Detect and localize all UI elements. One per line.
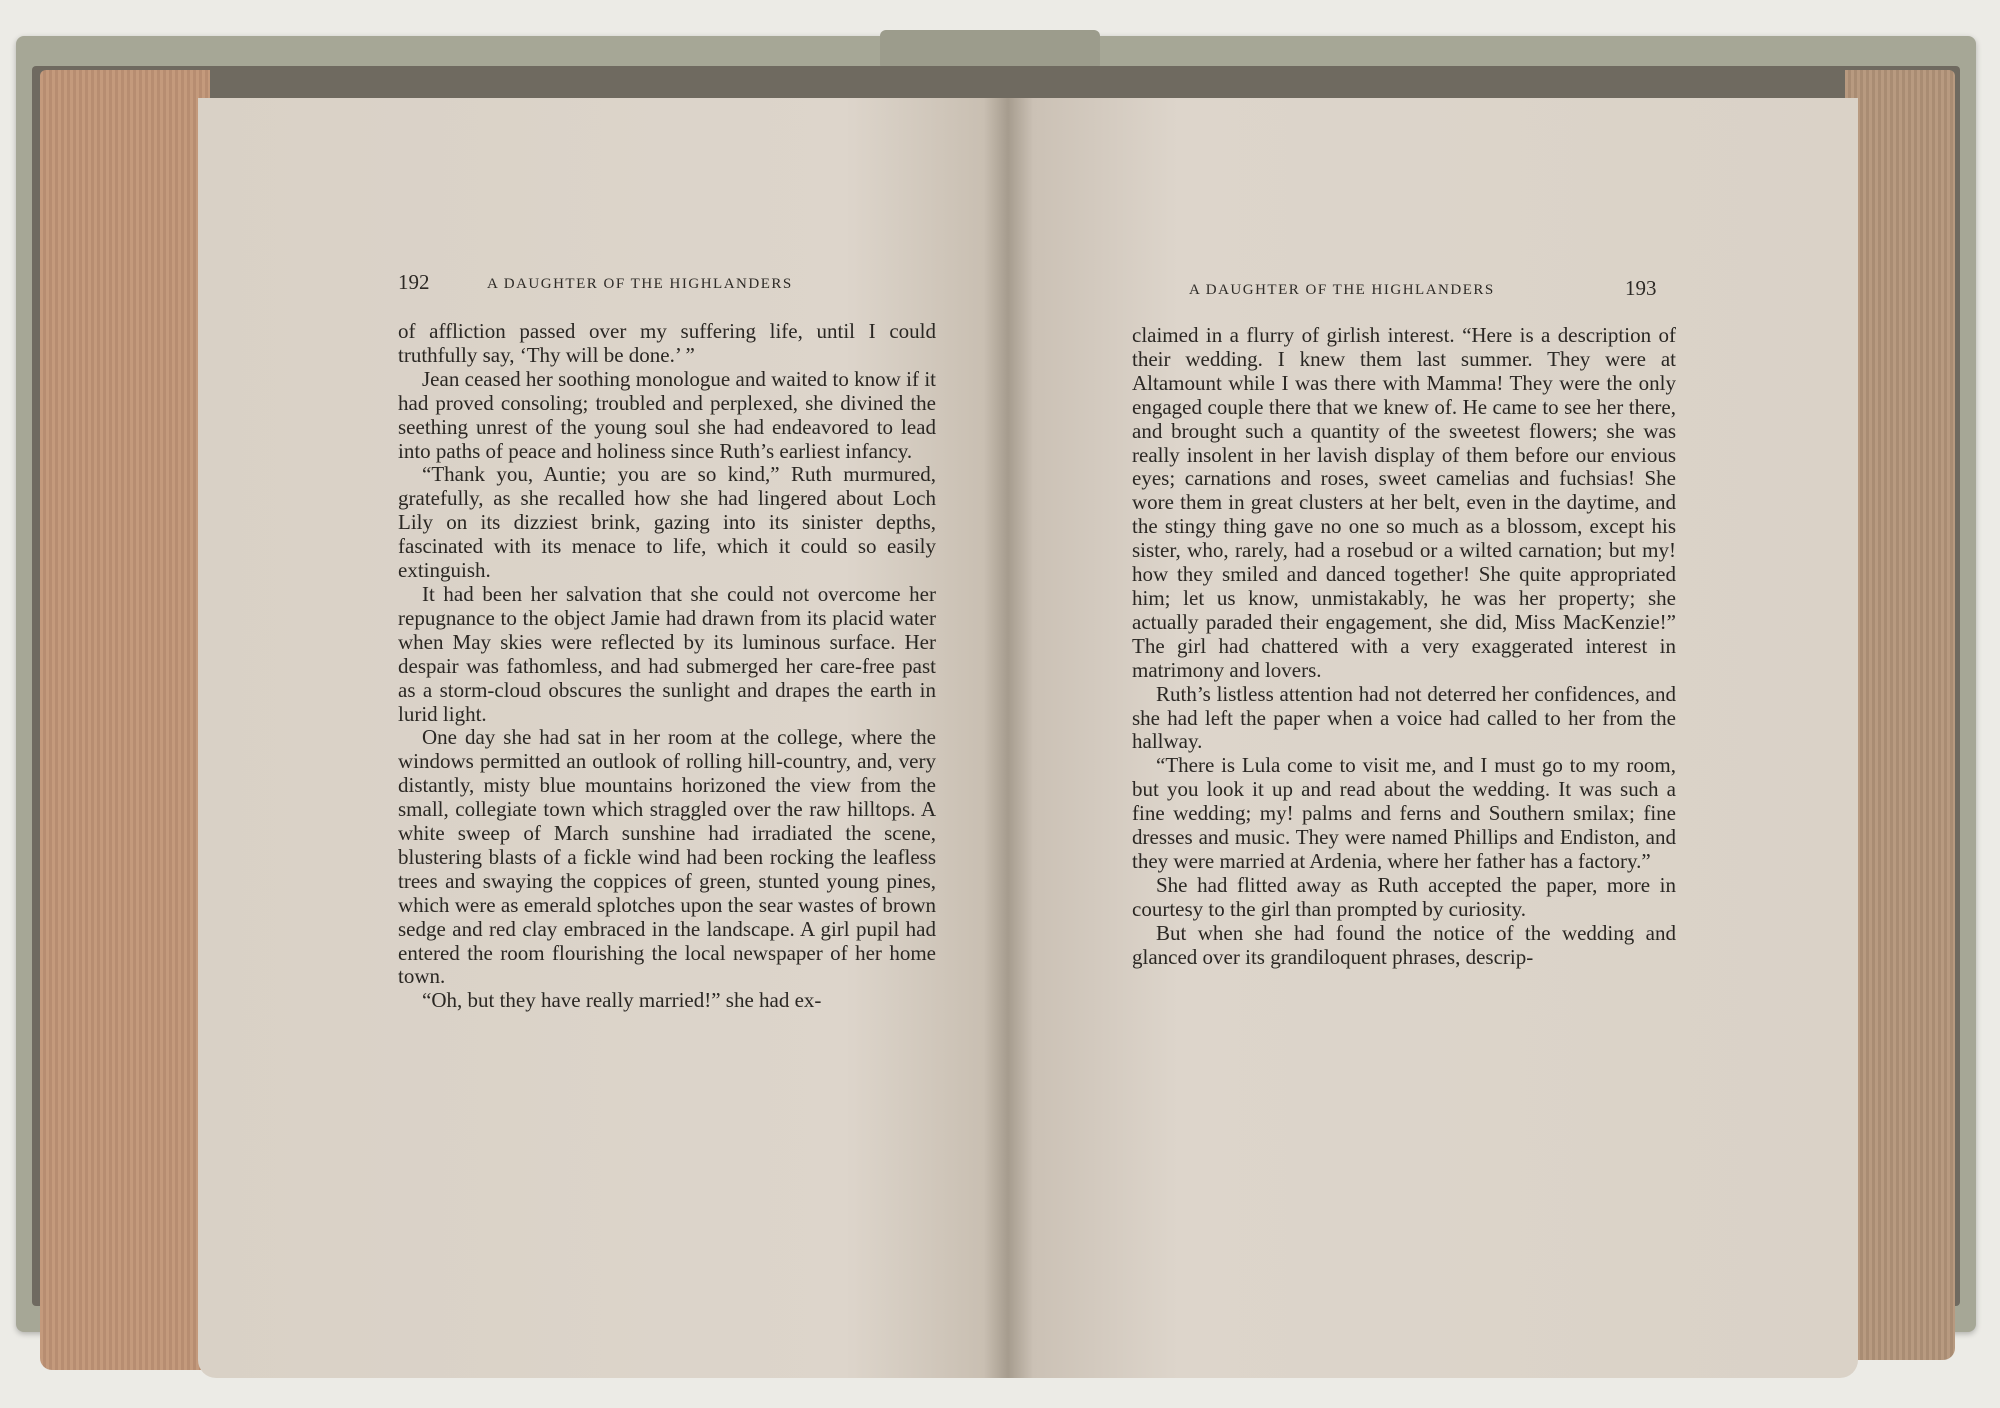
paragraph: Jean ceased her soothing monologue and waited to know if it had proved consoling; troubled and perplexed, she divined the seething unrest of the young soul she had endeavored to lead into paths of peace and holiness since Ruth’s earliest infancy. — [398, 366, 936, 463]
right-page — [1008, 98, 1858, 1378]
paragraph: “There is Lula come to visit me, and I must go to my room, but you look it up and read about the wedding. It was such a fine wedding; my! palms and ferns and Southern smilax; fine dresses and music. They were named Phillips and Endiston, and they were married at Ardenia, where her father has a factory.” — [1132, 753, 1676, 873]
paragraph: claimed in a flurry of girlish interest. “Here is a description of their wedding. I knew them last summer. They were at Altamount while I was there with Mamma! They were the only engaged couple there that we knew of. He came to see her there, and brought such a quantity of the sweetest flowers; she was really insolent in her lavish display of them before our envious eyes; carnations and roses, sweet camelias and fuchsias! She wore them in great clusters at her belt, even in the daytime, and the stingy thing gave no one so much as a blossom, except his sister, who, rarely, had a rosebud or a wilted carnation; but my! how they smiled and danced together! She quite appropriated him; let us know, unmistakably, he was her property; she actually paraded their engagement, she did, Miss MacKenzie!” The girl had chattered with a very exaggerated interest in matrimony and lovers. — [1132, 323, 1676, 682]
running-head: A DAUGHTER OF THE HIGHLANDERS — [1189, 282, 1495, 298]
book-spine — [880, 30, 1100, 70]
page-number: 192 — [398, 270, 430, 294]
page-body — [1132, 324, 1676, 969]
paragraph: But when she had found the notice of the wedding and glanced over its grandiloquent phrases, descrip- — [1132, 920, 1676, 969]
page-number: 193 — [1625, 276, 1657, 300]
left-page — [198, 98, 1008, 1378]
page-body — [398, 320, 936, 1013]
paragraph: One day she had sat in her room at the college, where the windows permitted an outlook of rolling hill-country, and, very distantly, misty blue mountains horizoned the view from the small, collegiate town which straggled over the raw hilltops. A white sweep of March sunshine had irradiated the scene, blustering blasts of a fickle wind had been rocking the leafless trees and swaying the coppices of green, stunted young pines, which were as emerald splotches upon the sear wastes of brown sedge and red clay embraced in the landscape. A girl pupil had entered the room flourishing the local newspaper of her home town. — [398, 725, 936, 989]
paragraph: It had been her salvation that she could not overcome her repugnance to the object Jamie had drawn from its placid water when May skies were reflected by its luminous surface. Her despair was fathomless, and had submerged her care-free past as a storm-cloud obscures the sunlight and drapes the earth in lurid light. — [398, 581, 936, 726]
running-head: A DAUGHTER OF THE HIGHLANDERS — [487, 276, 793, 292]
right-page-edges — [1845, 70, 1955, 1360]
paragraph: She had flitted away as Ruth accepted the paper, more in courtesy to the girl than prompted by curiosity. — [1132, 872, 1676, 921]
paragraph: of affliction passed over my suffering life, until I could truthfully say, ‘Thy will be done.’ ” — [398, 319, 936, 367]
paragraph: Ruth’s listless attention had not deterred her confidences, and she had left the paper when a voice had called to her from the hallway. — [1132, 681, 1676, 754]
paragraph: “Thank you, Auntie; you are so kind,” Ruth murmured, gratefully, as she recalled how she had lingered about Loch Lily on its dizziest brink, gazing into its sinister depths, fascinated with its menace to life, which it could so easily extinguish. — [398, 462, 936, 583]
paragraph: “Oh, but they have really married!” she had ex- — [422, 988, 822, 1013]
left-page-edges — [40, 70, 210, 1370]
